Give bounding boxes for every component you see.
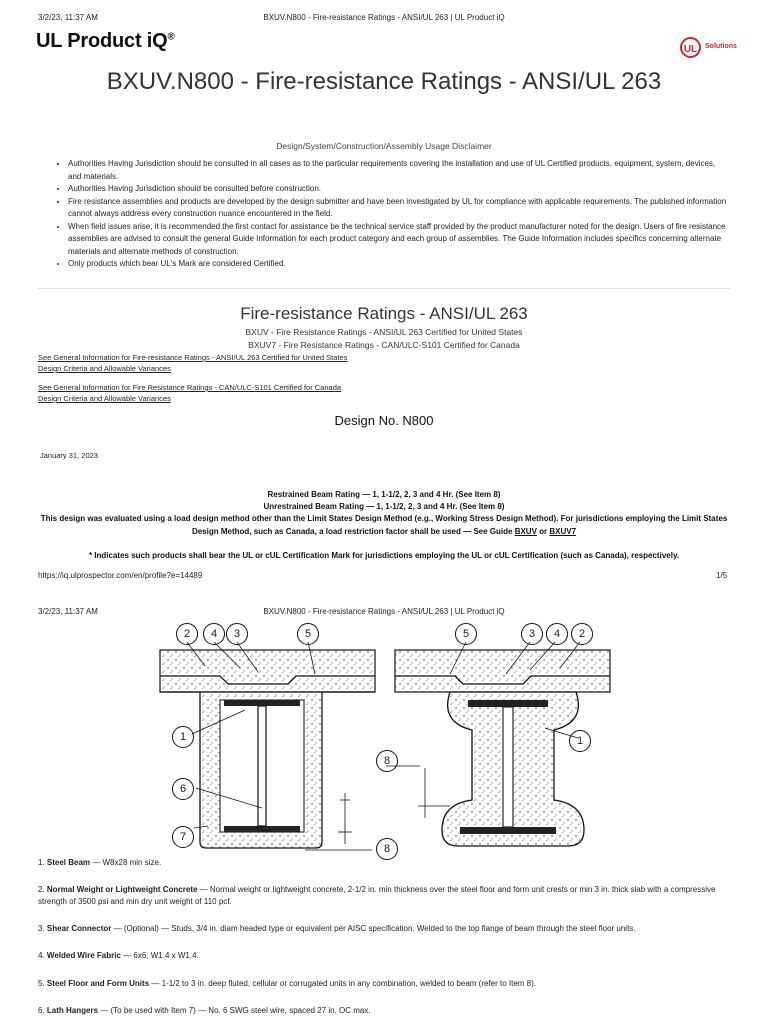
item-shear-connector: 3. Shear Connector — (Optional) — Studs, 3/4 in. diam headed type or equivalent per AISC specification. Welded to the top flange of beam through the steel floor units.: [38, 924, 636, 933]
restrained-rating: Restrained Beam Rating — 1, 1-1/2, 2, 3 and 4 Hr. (See Item 8): [267, 490, 501, 499]
print-datetime: 3/2/23, 11:37 AM: [38, 607, 98, 616]
callout-2: 2: [176, 623, 198, 645]
item-concrete: 2. Normal Weight or Lightweight Concrete — Normal weight or lightweight concrete, 2-1/2 in. min thickness over the steel floor and form unit crests or min 3 in. thick slab with a compressive strength of 3500 psi and min dry unit weight of 110 pcf.: [38, 885, 716, 906]
page-number: 1/5: [716, 571, 728, 580]
list-item: • Only products which bear UL's Mark are considered Certified.: [68, 258, 728, 271]
link-design-criteria-us[interactable]: Design Criteria and Allowable Variances: [38, 364, 171, 373]
link-general-info-us[interactable]: See General Information for Fire-resistance Ratings - ANSI/UL 263 Certified for United States: [38, 353, 348, 362]
item-steel-beam: 1. Steel Beam — W8x28 min size.: [38, 858, 162, 867]
callout-5: 5: [297, 623, 319, 645]
certification-mark-note: * Indicates such products shall bear the UL or cUL Certification Mark for jurisdictions employing the UL or cUL Certification (such as Canada), respectively.: [88, 551, 680, 560]
design-number: Design No. N800: [334, 413, 434, 428]
link-design-criteria-canada[interactable]: Design Criteria and Allowable Variances: [38, 394, 171, 403]
callout-6: 6: [172, 778, 194, 800]
callout-5: 5: [455, 623, 477, 645]
callout-1: 1: [172, 726, 194, 748]
item-steel-floor-units: 5. Steel Floor and Form Units — 1-1/2 to 3 in. deep fluted, cellular or corrugated units in any combination, welded to beam (refer to Item 8).: [38, 979, 537, 988]
item-lath-hangers: 6. Lath Hangers — (To be used with Item 7) — No. 6 SWG steel wire, spaced 27 in. OC max.: [38, 1006, 371, 1015]
guide-bxuv-link[interactable]: BXUV: [514, 526, 537, 536]
callout-1: 1: [569, 730, 591, 752]
load-design-note: This design was evaluated using a load design method other than the Limit States Design Method (e.g., Working Stress Design Method). For jurisdictions employing the Limit States Design Method, such as Canada, a load restriction factor shall be used — See Guide BXUV or BXUV7: [40, 514, 728, 536]
callout-4: 4: [546, 623, 568, 645]
list-item: • Authorities Having Jurisdiction should be consulted before construction.: [68, 183, 728, 196]
section-title: Fire-resistance Ratings - ANSI/UL 263: [240, 304, 528, 323]
link-general-info-canada[interactable]: See General Information for Fire Resistance Ratings - CAN/ULC-S101 Certified for Canada: [38, 383, 342, 392]
callout-3: 3: [226, 623, 248, 645]
page-title: BXUV.N800 - Fire-resistance Ratings - ANSI/UL 263: [106, 68, 662, 95]
callout-2: 2: [571, 623, 593, 645]
ul-product-iq-logo: UL Product iQ®: [36, 30, 175, 52]
print-datetime: 3/2/23, 11:37 AM: [38, 13, 98, 22]
guide-bxuv7-link[interactable]: BXUV7: [549, 526, 577, 536]
print-doc-title: BXUV.N800 - Fire-resistance Ratings - ANSI/UL 263 | UL Product iQ: [263, 607, 505, 616]
ul-solutions-logo-icon: UL: [680, 37, 701, 58]
print-url: https://iq.ulprospector.com/en/profile?e=14489: [38, 571, 203, 580]
ul-solutions-text: Solutions: [705, 43, 737, 50]
cert-line-canada: BXUV7 - Fire Resistance Ratings - CAN/ULC-S101 Certified for Canada: [248, 340, 520, 350]
beam-assembly-drawing: [150, 618, 620, 858]
divider: [38, 288, 730, 289]
item-welded-wire-fabric: 4. Welded Wire Fabric — 6x6, W1.4 x W1.4.: [38, 951, 199, 960]
list-item: • Authorities Having Jurisdiction should be consulted in all cases as to the particular requirements covering the installation and use of UL Certified products, equipment, system, devices, and materials.: [68, 158, 728, 183]
cert-line-us: BXUV - Fire Resistance Ratings - ANSI/UL 263 Certified for United States: [245, 327, 523, 337]
callout-4: 4: [203, 623, 225, 645]
callout-8: 8: [376, 750, 398, 772]
unrestrained-rating: Unrestrained Beam Rating — 1, 1-1/2, 2, 3 and 4 Hr. (See Item 8): [263, 502, 505, 511]
callout-8: 8: [376, 838, 398, 860]
disclaimer-heading: Design/System/Construction/Assembly Usage Disclaimer: [276, 141, 492, 151]
list-item: • When field issues arise, it is recommended the first contact for assistance be the technical service staff provided by the product manufacturer noted for the design. Users of fire resistance assemblies are advised to consult the general Guide Information for each product category and each group of assemblies. The Guide Information includes specifics concerning alternate materials and alternate methods of construction.: [68, 221, 728, 259]
callout-7: 7: [172, 826, 194, 848]
left-section-detail: [160, 650, 375, 848]
callout-3: 3: [521, 623, 543, 645]
list-item: • Fire resistance assemblies and products are developed by the design submitter and have been investigated by UL for compliance with applicable requirements. The published information cannot always address every construction nuance encountered in the field.: [68, 196, 728, 221]
print-doc-title: BXUV.N800 - Fire-resistance Ratings - ANSI/UL 263 | UL Product iQ: [263, 13, 505, 22]
disclaimer-list: [56, 158, 728, 271]
design-date: January 31, 2023: [40, 451, 98, 460]
